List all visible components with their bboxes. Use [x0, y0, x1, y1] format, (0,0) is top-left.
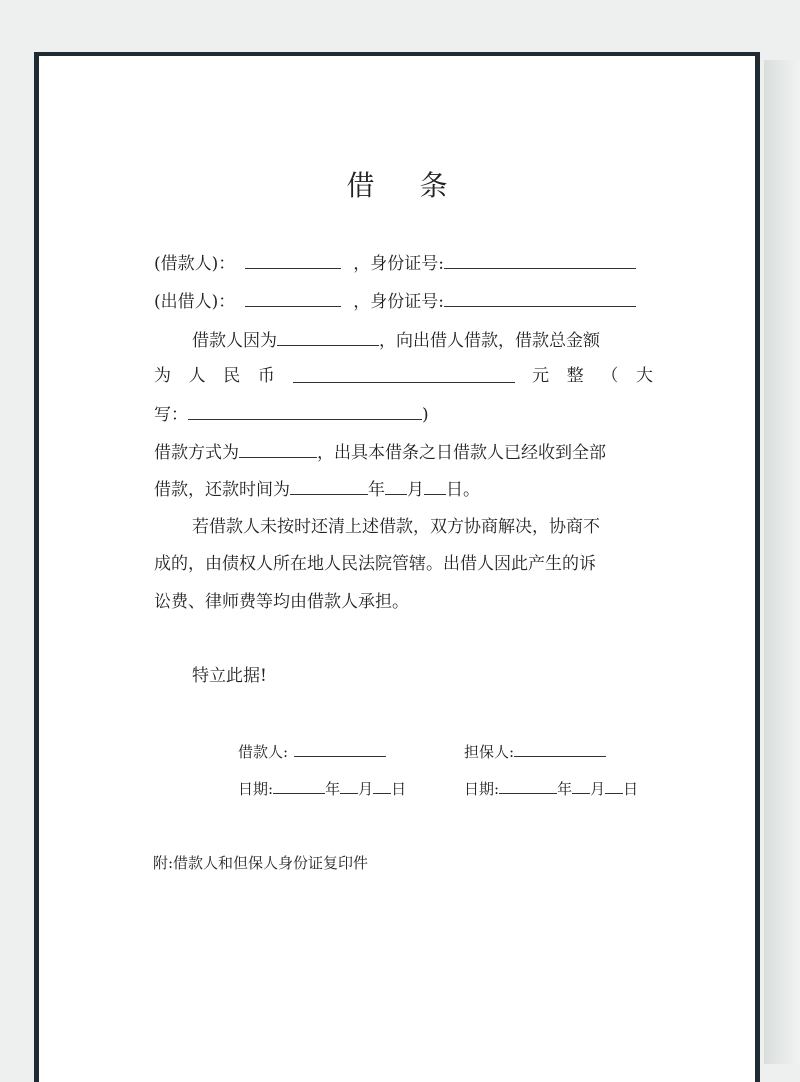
para1-line3 [154, 402, 429, 426]
borrower-id-label: 身份证号: [370, 254, 444, 274]
para3-line2: 成的，由债权人所在地人民法院管辖。出借人因此产生的诉 [154, 554, 596, 574]
para3-line1: 若借款人未按时还清上述借款，双方协商解决，协商不 [192, 517, 600, 537]
borrower-date-day: 日 [391, 780, 407, 798]
para1-line1 [192, 328, 600, 352]
para1-tail-3: （ [601, 366, 619, 386]
guarantor-date-day-blank [605, 778, 623, 794]
para1-line2 [154, 365, 653, 387]
guarantor-date-label: 日期: [464, 780, 500, 798]
attachment-note: 附:借款人和但保人身份证复印件 [153, 854, 369, 872]
borrower-date-row [238, 778, 406, 800]
para2-line2 [154, 477, 480, 501]
reason-blank [277, 328, 379, 346]
para2-text-a: 借款方式为 [154, 443, 239, 463]
guarantor-date-row [464, 778, 638, 800]
guarantor-signature-blank [514, 741, 606, 757]
lender-name-blank [245, 289, 341, 307]
lender-comma: ， [353, 292, 371, 312]
closing-statement: 特立此据! [192, 666, 267, 686]
repay-day-label: 日。 [446, 480, 480, 500]
lender-row [154, 289, 636, 313]
repay-year-blank [290, 477, 368, 495]
borrower-date-month: 月 [358, 780, 374, 798]
repay-month-blank [385, 477, 407, 495]
para1-text-b: ，向出借人借款，借款总金额 [379, 331, 600, 351]
amount-blank [293, 365, 515, 383]
repay-year-label: 年 [368, 480, 385, 500]
para2-text-b: ，出具本借条之日借款人已经收到全部 [317, 443, 606, 463]
para1-text-a: 借款人因为 [192, 331, 277, 351]
guarantor-date-year: 年 [557, 780, 573, 798]
guarantor-signature-label: 担保人: [464, 743, 515, 761]
borrower-signature-blank [294, 741, 386, 757]
para2-line1 [154, 440, 606, 464]
document-page [34, 52, 760, 1082]
borrower-name-blank [245, 251, 341, 269]
para1-paren: ) [422, 405, 429, 425]
method-blank [239, 440, 317, 458]
lender-id-label: 身份证号: [370, 292, 444, 312]
para1-char-4: 币 [257, 366, 275, 386]
borrower-date-year-blank [273, 778, 325, 794]
borrower-date-year: 年 [325, 780, 341, 798]
borrower-date-day-blank [373, 778, 391, 794]
borrower-signature-label: 借款人: [238, 743, 289, 761]
guarantor-date-month-blank [572, 778, 590, 794]
page-title: 借 条 [346, 169, 466, 202]
lender-id-blank [444, 289, 636, 307]
borrower-comma: ， [353, 254, 371, 274]
borrower-label: (借款人)： [154, 254, 236, 274]
guarantor-date-day: 日 [623, 780, 639, 798]
borrower-row [154, 251, 636, 275]
para1-text-c: 写： [154, 405, 188, 425]
para1-char-1: 为 [154, 366, 171, 386]
para1-char-3: 民 [223, 366, 241, 386]
para1-tail-2: 整 [566, 366, 584, 386]
borrower-date-label: 日期: [238, 780, 274, 798]
page-shadow [764, 60, 800, 1064]
lender-label: (出借人)： [154, 292, 236, 312]
borrower-signature-row [238, 741, 386, 763]
amount-capital-blank [188, 402, 422, 420]
repay-month-label: 月 [407, 480, 424, 500]
guarantor-signature-row [464, 741, 606, 763]
para1-tail-4: 大 [636, 366, 653, 386]
guarantor-date-month: 月 [590, 780, 606, 798]
repay-day-blank [424, 477, 446, 495]
para2-text-c: 借款，还款时间为 [154, 480, 290, 500]
para1-tail-1: 元 [532, 366, 550, 386]
para1-char-2: 人 [188, 366, 206, 386]
guarantor-date-year-blank [499, 778, 557, 794]
borrower-date-month-blank [340, 778, 358, 794]
borrower-id-blank [444, 251, 636, 269]
para3-line3: 讼费、律师费等均由借款人承担。 [154, 592, 409, 612]
